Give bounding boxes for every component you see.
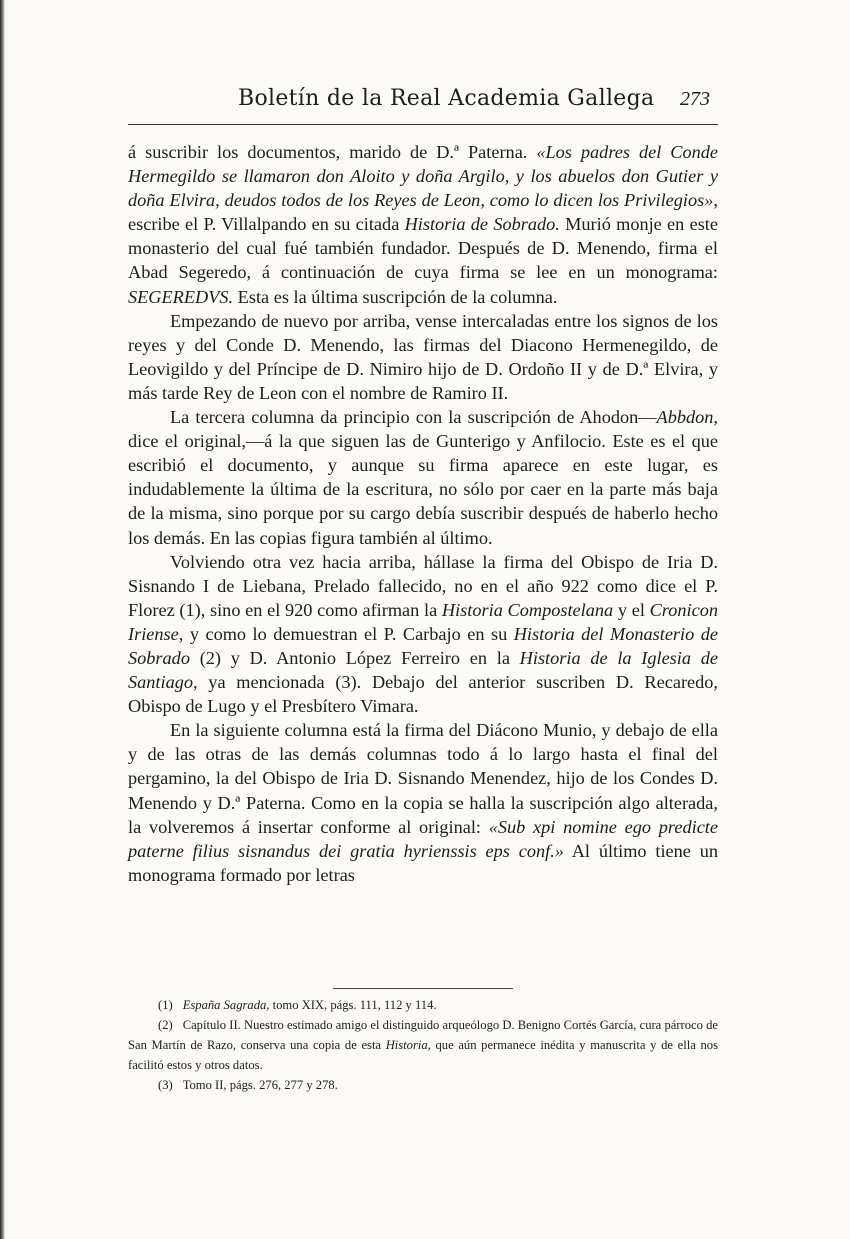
text-run: Empezando de nuevo por arriba, vense intercaladas entre los signos de los reyes y del Conde D. Menendo, las firmas del Diacono Hermenegildo, de Leovigildo y del Príncipe de D. Nimiro hijo de D. Ordoño II y de D.ª Elvira, y más tarde Rey de Leon con el nombre de Ramiro II. — [128, 310, 718, 403]
text-run: Capítulo II. Nuestro estimado amigo el distinguido arqueólogo D. Benigno Cortés García, cura párroco de San Martín de Razo, conserva una copia de esta — [128, 1018, 718, 1052]
footnotes — [128, 988, 718, 1095]
footnote-number: (1) — [158, 998, 173, 1012]
text-run: La tercera columna da principio con la suscripción de Ahodon— — [170, 407, 657, 428]
italic-text: Historia Compostelana — [441, 599, 614, 620]
text-run: Al último tiene un monograma formado por letras — [128, 840, 718, 885]
text-run: y como lo demuestran el P. Carbajo en su — [183, 623, 514, 644]
body-text — [128, 140, 718, 887]
italic-text: Historia de Sobrado. — [404, 214, 560, 235]
running-header — [128, 86, 718, 120]
text-run: á suscribir los documentos, marido de D.ª Paterna. — [128, 142, 537, 162]
footnote-rule — [333, 988, 513, 989]
paragraph — [128, 718, 718, 887]
italic-text: SEGEREDVS. — [128, 286, 234, 307]
italic-text: Abbdon, — [656, 407, 718, 428]
footnote-number: (3) — [158, 1078, 173, 1092]
text-run: Esta es la última suscripción de la columna. — [233, 286, 558, 307]
text-run: y el — [613, 599, 650, 620]
footnote — [128, 1015, 718, 1075]
italic-text: Cronicon Iriense, — [128, 599, 718, 644]
paragraph — [128, 309, 718, 405]
italic-text: «Los padres del Conde Hermegildo se llamaron don Aloito y doña Argilo, y los abuelos don Gutier y doña Elvira, deudos todos de los Reyes de Leon, como lo dicen los Privilegios» — [128, 142, 718, 211]
footnote-number: (2) — [158, 1018, 173, 1032]
text-run: Tomo II, págs. 276, 277 y 278. — [182, 1078, 338, 1092]
text-run: tomo XIX, págs. 111, 112 y 114. — [269, 998, 437, 1012]
text-run: Murió monje en este monasterio del cual fué también fundador. Después de D. Menendo, firma el Abad Segeredo, á continuación de cuya firma se lee en un monograma: — [128, 214, 719, 283]
header-rule — [128, 124, 718, 125]
paragraph — [128, 550, 718, 719]
text-run: dice el original,—á la que siguen las de Gunterigo y Anfilocio. Este es el que escribió el documento, y aunque su firma aparece en este lugar, es indudablemente la última de la escritura, no sólo por caer en la parte más baja de la misma, sino porque por su cargo debía suscribir después de haberlo hecho los demás. En las copias figura también al último. — [128, 431, 718, 548]
text-run: En la siguiente columna está la firma del Diácono Munio, y debajo de ella y de las otras de las demás columnas todo á lo largo hasta el final del pergamino, la del Obispo de Iria D. Sisnando Menendez, hijo de los Condes D. Menendo y D.ª Paterna. Como en la copia se halla la suscripción algo alterada, la volveremos á insertar conforme al original: — [128, 720, 718, 837]
footnote — [128, 1075, 718, 1095]
italic-text: Historia, — [385, 1038, 431, 1052]
italic-text: Historia de la Iglesia de Santiago, — [128, 647, 718, 693]
text-run: que aún permanece inédita y manuscrita y de ella nos facilitó estos y otros datos. — [128, 1038, 718, 1072]
text-run: (2) y D. Antonio López Ferreiro en la — [189, 647, 520, 668]
italic-text: Historia del Monasterio de Sobrado — [128, 623, 719, 668]
journal-title: Boletín de la Real Academia Gallega — [238, 86, 655, 111]
text-run: ya mencionada (3). Debajo del anterior suscriben D. Recaredo, Obispo de Lugo y el Presbítero Vimara. — [128, 672, 718, 717]
italic-text: «Sub xpi nomine ego predicte paterne filius sisnandus dei gratia hyrienssis eps conf.» — [128, 816, 718, 861]
footnote — [128, 995, 718, 1015]
text-run: , escribe el P. Villalpando en su citada — [128, 190, 718, 235]
text-run: Volviendo otra vez hacia arriba, hállase la firma del Obispo de Iria D. Sisnando I de Liebana, Prelado fallecido, no en el año 922 como dice el P. Florez (1), sino en el 920 como afirman la — [128, 551, 718, 620]
italic-text: España Sagrada, — [182, 998, 270, 1012]
page-gutter-shadow — [0, 0, 5, 1239]
paragraph — [128, 140, 718, 309]
paragraph — [128, 405, 718, 550]
page-number: 273 — [680, 88, 710, 110]
